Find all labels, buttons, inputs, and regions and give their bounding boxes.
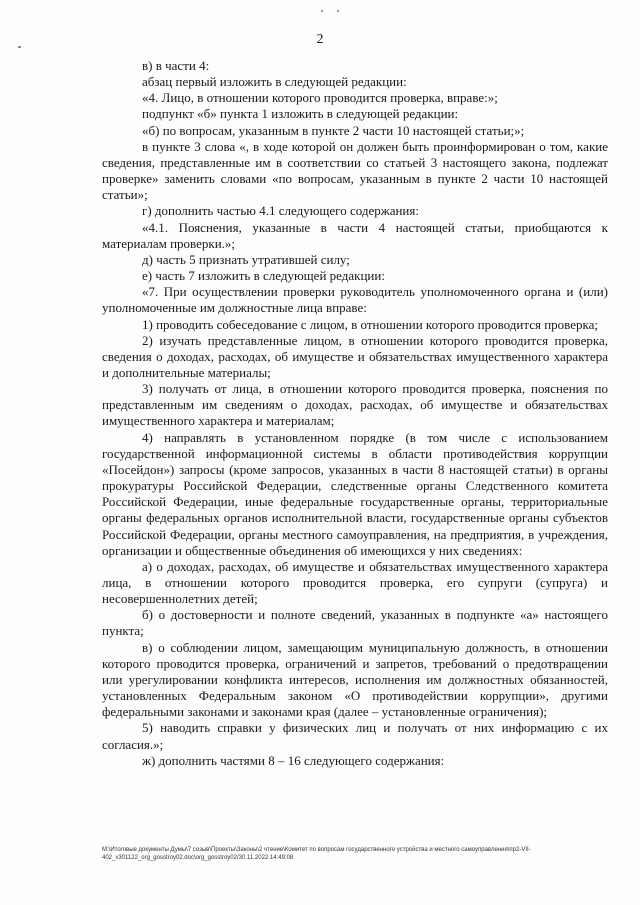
paragraph: «4.1. Пояснения, указанные в части 4 настоящей статьи, приобщаются к материалам проверки.»; (102, 219, 608, 251)
paragraph: абзац первый изложить в следующей редакции: (142, 74, 407, 90)
paragraph: «7. При осуществлении проверки руководитель уполномоченного органа и (или) уполномоченные им должностные лица вправе: (102, 284, 608, 316)
paragraph: «б) по вопросам, указанным в пункте 2 части 10 настоящей статьи;»; (142, 122, 525, 138)
paragraph: д) часть 5 признать утратившей силу; (142, 251, 350, 267)
paragraph: «4. Лицо, в отношении которого проводится проверка, вправе:»; (142, 90, 498, 106)
paragraph: е) часть 7 изложить в следующей редакции: (142, 268, 385, 284)
page-number: 2 (316, 32, 324, 47)
paragraph: подпункт «б» пункта 1 изложить в следующей редакции: (142, 106, 459, 122)
paragraph: в) в части 4: (142, 58, 210, 73)
paragraph: 2) изучать представленные лицом, в отношении которого проводится проверка, сведения о доходах, расходах, об имуществе и обязательствах имущественного характера и дополнительные материалы; (102, 332, 608, 380)
scan-speck (337, 10, 339, 12)
paragraph: 5) наводить справки у физических лиц и получать от них информацию с их согласия.»; (102, 720, 608, 752)
paragraph: в пункте 3 слова «, в ходе которой он должен быть проинформирован о том, какие сведения, представленные им в соответствии со статьей 3 настоящего закона, подлежат проверке» заменить словами «по вопросам, указанным в пункте 2 части 10 настоящей статьи»; (102, 138, 608, 203)
paragraph: а) о доходах, расходах, об имуществе и обязательствах имущественного характера лица, в отношении которого проводится проверка, его супруги (супруга) и несовершеннолетних детей; (102, 558, 608, 607)
scan-speck (321, 10, 323, 12)
paragraph: 3) получать от лица, в отношении которого проводится проверка, пояснения по представленным им сведениям о доходах, расходах, об имуществе и обязательствах имущественного характера и материалам; (102, 381, 608, 429)
paragraph: ж) дополнить частями 8 – 16 следующего содержания: (142, 752, 445, 768)
file-path-footer: М:\Итоговые документы Думы\7 созыв\Проекты\Законы\2 чтение\Комитет по вопросам государственного устройства и местного самоуправления\пр2-VII-402_v301122_org_gosstroy02.doc\org_gosstroy02/30.11.2022 14:49:08 (102, 847, 531, 861)
paragraph: 1) проводить собеседование с лицом, в отношении которого проводится проверка; (142, 316, 599, 332)
paragraph: г) дополнить частью 4.1 следующего содержания: (142, 203, 419, 219)
paragraph: б) о достоверности и полноте сведений, указанных в подпункте «а» настоящего пункта; (102, 607, 608, 639)
paragraph: 4) направлять в установленном порядке (в том числе с использованием государственной информационной системы в области противодействия коррупции «Посейдон») запросы (кроме запросов, указанных в части 8 настоящей статьи) в органы прокуратуры Российской Федерации, следственные органы Следственного комитета Российской Федерации, иные федеральные государственные органы, территориальные органы федеральных органов исполнительной власти, государственные органы субъектов Российской Федерации, органы местного самоуправления, на предприятия, в учреждения, организации и общественные объединения об имеющихся у них сведениях: (102, 429, 608, 558)
paragraph: в) о соблюдении лицом, замещающим муниципальную должность, в отношении которого проводится проверка, ограничений и запретов, требований о предотвращении или урегулировании конфликта интересов, исполнения им должностных обязанностей, установленных Федеральным законом «О противодействии коррупции», другими федеральными законами и законами края (далее – установленные ограничения); (102, 639, 608, 720)
document-body (102, 58, 608, 769)
